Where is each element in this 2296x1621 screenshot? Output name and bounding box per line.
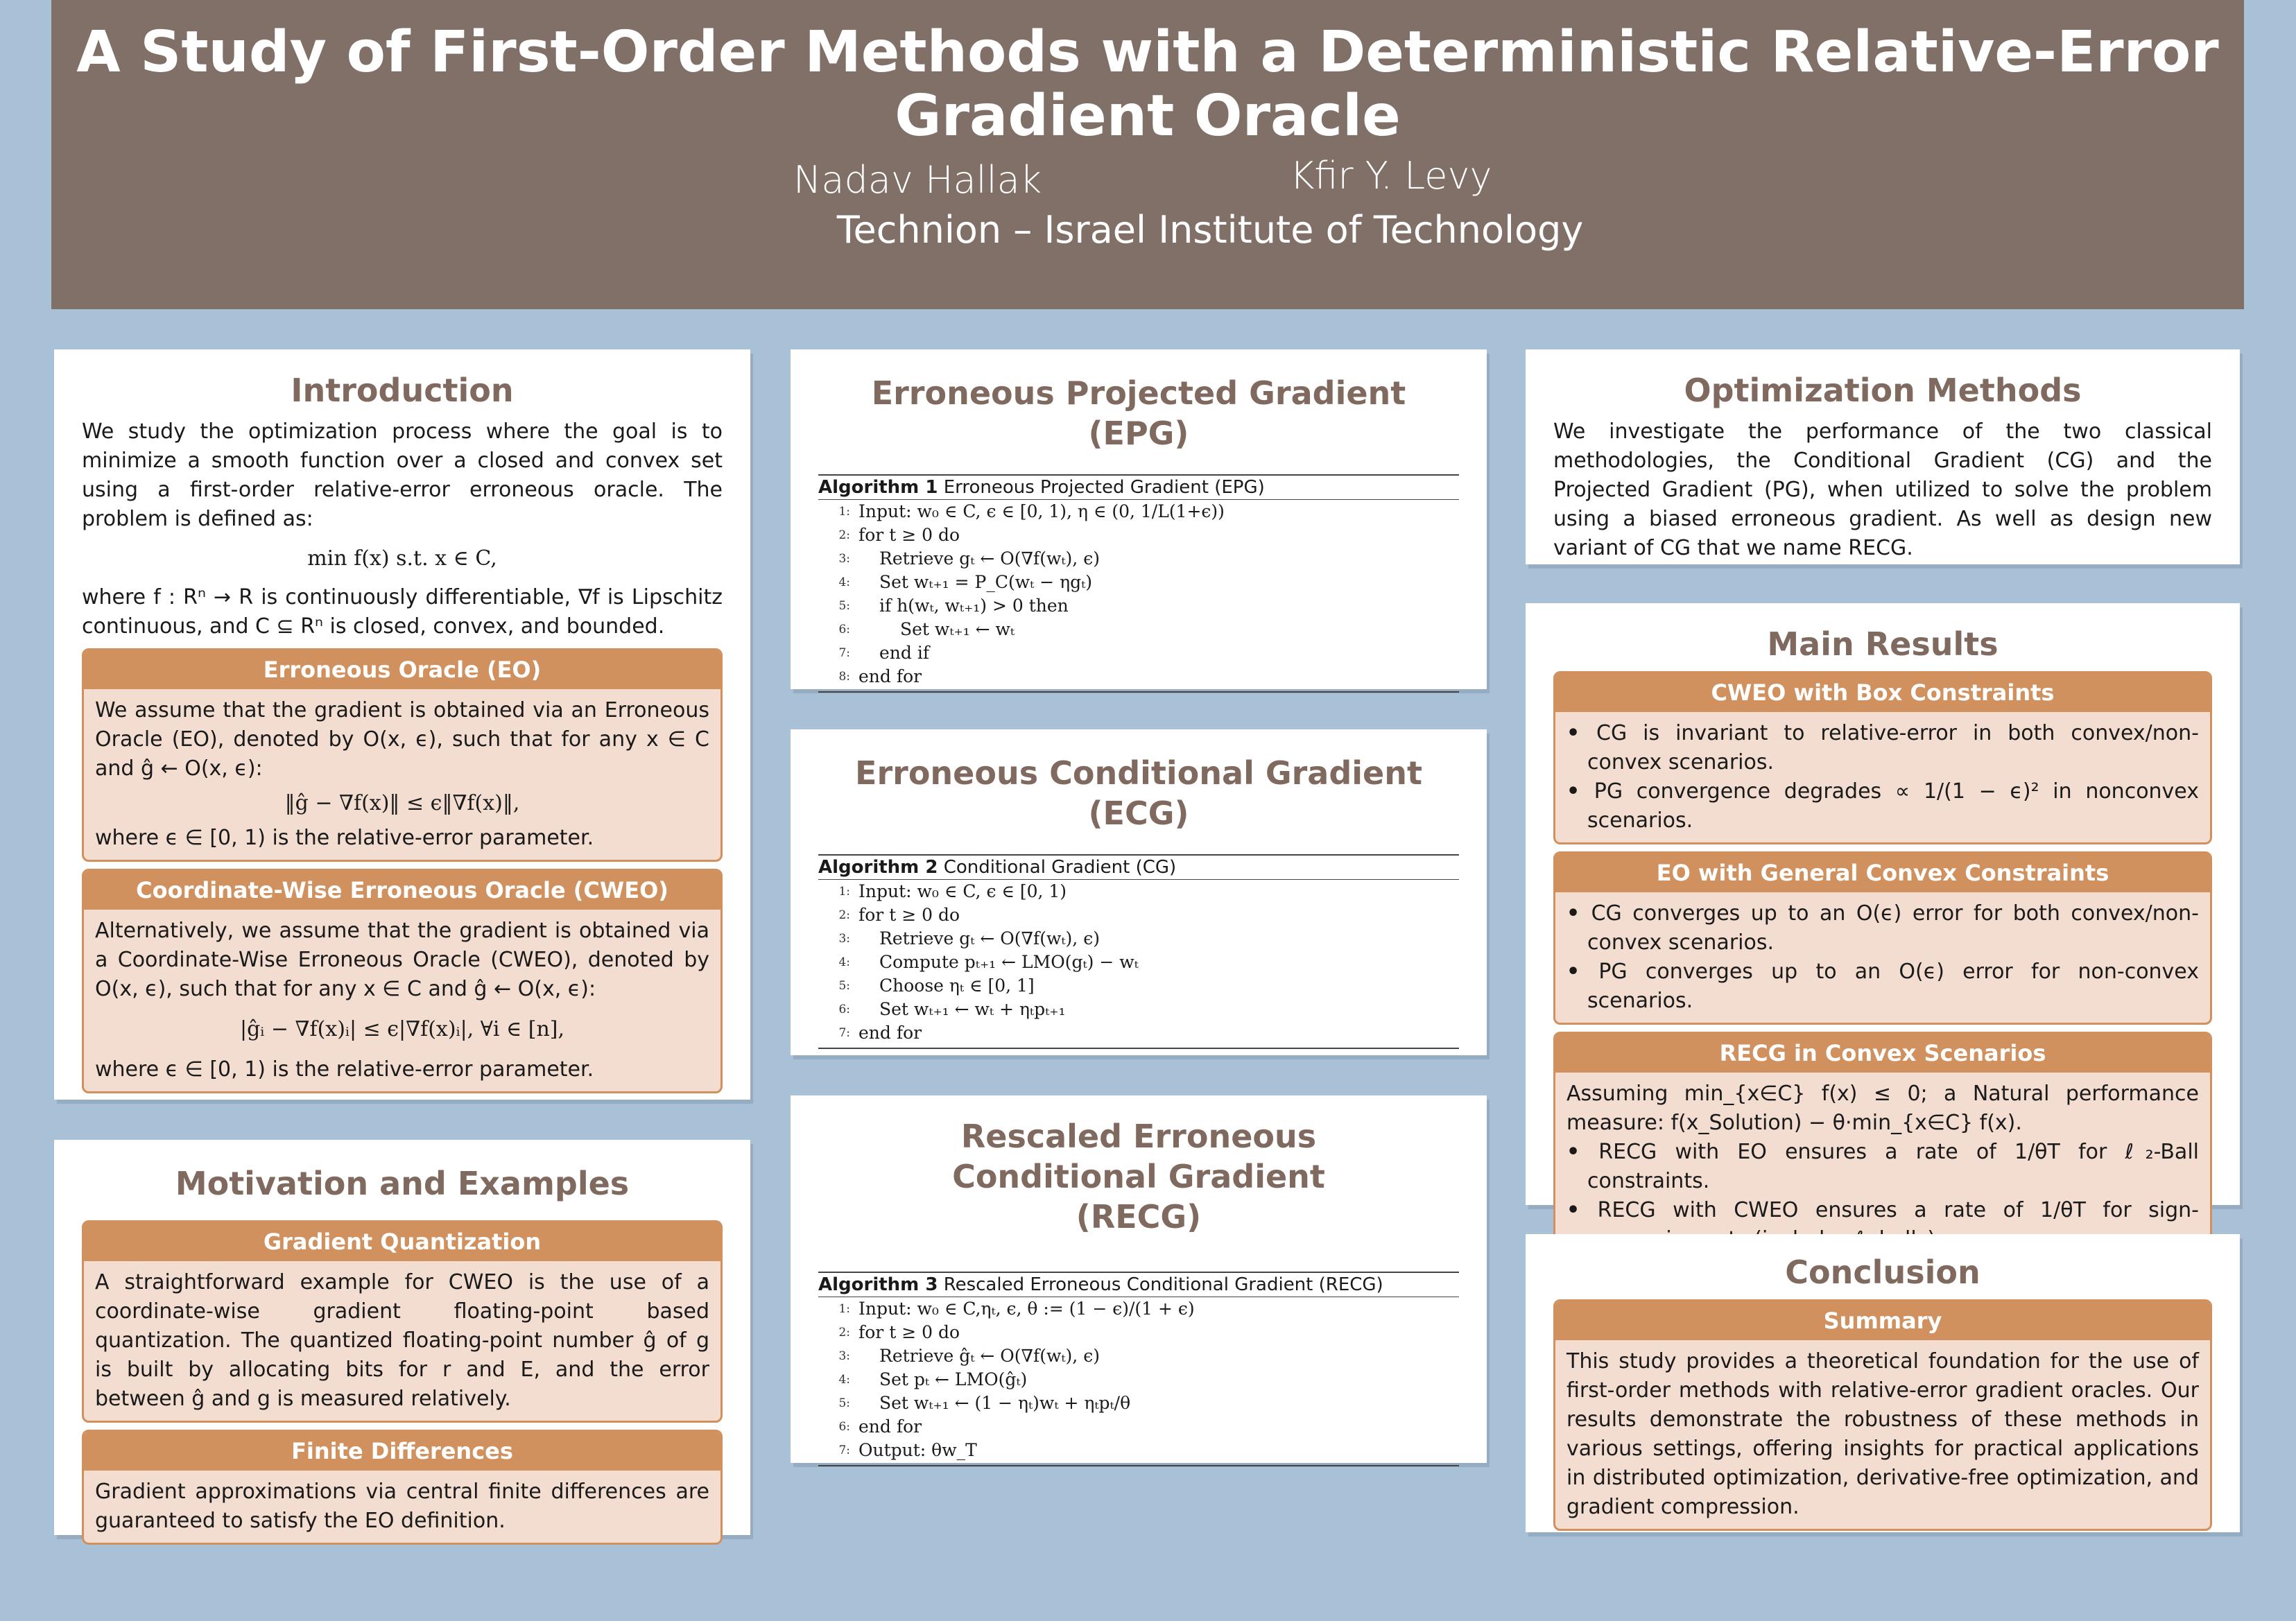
line-text: if h(wₜ, wₜ₊₁) > 0 then [879, 596, 1069, 616]
algorithm-line [818, 1439, 1459, 1462]
line-text: end for [858, 1023, 922, 1043]
line-number: 2: [838, 1326, 850, 1340]
algorithm-line [818, 1415, 1459, 1439]
algorithm-line [818, 927, 1459, 951]
line-text: Set pₜ ← LMO(ĝₜ) [879, 1369, 1028, 1389]
algorithm-line [818, 1297, 1459, 1321]
line-text: Compute pₜ₊₁ ← LMO(gₜ) − wₜ [879, 952, 1139, 972]
cweo-title: Coordinate-Wise Erroneous Oracle (CWEO) [84, 871, 720, 910]
gradient-quantization-text: A straightforward example for CWEO is the use of a coordinate-wise gradient floating-point based quantization. The quantized floating-point number ĝ of g is built by allocating bits for r and E, and the error between ĝ and g is measured relatively. [95, 1270, 709, 1411]
line-number: 3: [838, 552, 850, 566]
motivation-panel [54, 1140, 750, 1535]
finite-differences-title: Finite Differences [84, 1432, 720, 1471]
line-number: 3: [838, 1349, 850, 1363]
eo-general-list [1566, 899, 2199, 1016]
line-text: Input: w₀ ∈ C, ϵ ∈ [0, 1), η ∈ (0, 1/L(1+ϵ)) [858, 501, 1225, 521]
finite-differences-text: Gradient approximations via central finite differences are guaranteed to satisfy the EO definition. [95, 1480, 709, 1533]
cweo-block [82, 869, 723, 1093]
algorithm-line [818, 1021, 1459, 1045]
cweo-equation: |ĝᵢ − ∇f(x)ᵢ| ≤ ϵ|∇f(x)ᵢ|, ∀i ∈ [n], [239, 1017, 565, 1041]
algorithm-line [818, 641, 1459, 665]
algorithm-line [818, 547, 1459, 571]
line-text: Set wₜ₊₁ ← wₜ + ηₜpₜ₊₁ [879, 999, 1066, 1019]
algorithm-line [818, 998, 1459, 1021]
recg-convex-block [1553, 1032, 2212, 1263]
epg-panel [791, 349, 1487, 689]
algorithm-3-label: Algorithm 3 [818, 1274, 938, 1295]
line-number: 5: [838, 1396, 850, 1410]
recg-convex-text: Assuming min_{x∈C} f(x) ≤ 0; a Natural performance measure: f(x_Solution) − θ·min_{x∈C} f(x). [1566, 1082, 2199, 1135]
result-item: • PG convergence degrades ∝ 1/(1 − ϵ)² in nonconvex scenarios. [1566, 777, 2199, 835]
epg-title: Erroneous Projected Gradient (EPG) [871, 374, 1406, 452]
eo-after: where ϵ ∈ [0, 1) is the relative-error parameter. [95, 826, 594, 850]
line-text: end if [879, 643, 930, 663]
line-text: Set wₜ₊₁ = P_C(wₜ − ηgₜ) [879, 572, 1093, 592]
line-number: 6: [838, 1420, 850, 1434]
line-text: Input: w₀ ∈ C, ϵ ∈ [0, 1) [858, 881, 1067, 901]
algorithm-line [818, 880, 1459, 903]
line-number: 2: [838, 528, 850, 542]
cweo-box-block [1553, 671, 2212, 844]
line-text: Set wₜ₊₁ ← (1 − ηₜ)wₜ + ηₜpₜ/θ [879, 1393, 1131, 1413]
main-results-title: Main Results [1767, 625, 1999, 663]
line-text: end for [858, 666, 922, 686]
line-number: 4: [838, 575, 850, 589]
recg-title: Rescaled Erroneous Conditional Gradient (RECG) [952, 1118, 1325, 1236]
result-item: • CG converges up to an O(ϵ) error for both convex/non-convex scenarios. [1566, 899, 2199, 957]
gradient-quantization-block [82, 1220, 723, 1423]
line-number: 7: [838, 1026, 850, 1040]
author-2: Kfir Y. Levy [1290, 154, 1492, 198]
line-number: 1: [838, 885, 850, 899]
algorithm-line [818, 665, 1459, 688]
ecg-title: Erroneous Conditional Gradient (ECG) [855, 754, 1422, 832]
problem-equation: min f(x) s.t. x ∈ C, [307, 546, 497, 571]
eo-general-title: EO with General Convex Constraints [1555, 853, 2210, 892]
algorithm-line [818, 500, 1459, 523]
line-text: Retrieve ĝₜ ← O(∇f(wₜ), ϵ) [879, 1346, 1100, 1366]
result-item: • CG is invariant to relative-error in both convex/non-convex scenarios. [1566, 719, 2199, 777]
line-number: 5: [838, 599, 850, 613]
algorithm-1 [818, 474, 1459, 693]
ecg-panel [791, 729, 1487, 1055]
algorithm-1-lines [818, 500, 1459, 693]
algorithm-1-name: Erroneous Projected Gradient (EPG) [943, 477, 1265, 498]
introduction-panel [54, 349, 750, 1100]
result-item: • RECG with EO ensures a rate of 1/θT for ℓ₂-Ball constraints. [1566, 1138, 2199, 1196]
conclusion-panel [1526, 1234, 2240, 1532]
algorithm-line [818, 903, 1459, 927]
introduction-title: Introduction [291, 372, 514, 409]
optimization-methods-text: We investigate the performance of the two classical methodologies, the Conditional Gradient (CG) and the Projected Gradient (PG), when utilized to solve the problem using a biased erroneous gradient. As well as design new variant of CG that we name RECG. [1553, 419, 2212, 560]
algorithm-3-lines [818, 1297, 1459, 1466]
intro-paragraph-1: We study the optimization process where the goal is to minimize a smooth function over a closed and convex set using a first-order relative-error erroneous oracle. The problem is defined as: [82, 419, 723, 531]
line-number: 8: [838, 670, 850, 684]
line-number: 3: [838, 932, 850, 946]
algorithm-2 [818, 854, 1459, 1049]
recg-panel [791, 1095, 1487, 1463]
line-number: 5: [838, 979, 850, 993]
eo-block [82, 648, 723, 862]
poster-title: A Study of First-Order Methods with a Deterministic Relative-Error Gradient Oracle [76, 19, 2219, 149]
line-number: 1: [838, 1302, 850, 1316]
line-text: for t ≥ 0 do [858, 1322, 960, 1342]
intro-paragraph-2: where f : Rⁿ → R is continuously differentiable, ∇f is Lipschitz continuous, and C ⊆ Rⁿ is closed, convex, and bounded. [82, 585, 723, 639]
algorithm-line [818, 1344, 1459, 1368]
line-text: Input: w₀ ∈ C,ηₜ, ϵ, θ := (1 − ϵ)/(1 + ϵ) [858, 1299, 1195, 1319]
algorithm-line [818, 594, 1459, 618]
cweo-after: where ϵ ∈ [0, 1) is the relative-error parameter. [95, 1057, 594, 1082]
cweo-box-title: CWEO with Box Constraints [1555, 673, 2210, 712]
algorithm-line [818, 523, 1459, 547]
summary-text: This study provides a theoretical foundation for the use of first-order methods with relative-error gradient oracles. Our results demonstrate the robustness of these methods in various settings, offering insights for practical applications in distributed optimization, derivative-free optimization, and gradient compression. [1566, 1349, 2199, 1519]
affiliation: Technion – Israel Institute of Technology [836, 208, 1584, 252]
summary-block [1553, 1299, 2212, 1531]
algorithm-3 [818, 1272, 1459, 1466]
line-text: Retrieve gₜ ← O(∇f(wₜ), ϵ) [879, 928, 1100, 948]
algorithm-line [818, 1392, 1459, 1415]
optimization-methods-panel [1526, 349, 2240, 564]
line-number: 6: [838, 623, 850, 636]
eo-general-block [1553, 851, 2212, 1025]
algorithm-line [818, 571, 1459, 594]
eo-equation: ‖ĝ − ∇f(x)‖ ≤ ϵ‖∇f(x)‖, [284, 791, 520, 815]
eo-title: Erroneous Oracle (EO) [84, 650, 720, 689]
line-number: 4: [838, 955, 850, 969]
line-text: for t ≥ 0 do [858, 525, 960, 545]
line-text: Set wₜ₊₁ ← wₜ [900, 619, 1015, 639]
algorithm-2-label: Algorithm 2 [818, 857, 938, 878]
algorithm-3-name: Rescaled Erroneous Conditional Gradient (RECG) [943, 1274, 1383, 1295]
summary-title: Summary [1555, 1301, 2210, 1340]
recg-convex-title: RECG in Convex Scenarios [1555, 1034, 2210, 1073]
algorithm-line [818, 951, 1459, 974]
result-item: • RECG with CWEO ensures a rate of 1/θT for sign- [1566, 1196, 2199, 1254]
optimization-methods-title: Optimization Methods [1684, 372, 2082, 409]
finite-differences-block [82, 1430, 723, 1545]
eo-text: We assume that the gradient is obtained via an Erroneous Oracle (EO), denoted by O(x, ϵ), such that for any x ∈ C and ĝ ← O(x, ϵ): [95, 698, 709, 781]
algorithm-line [818, 618, 1459, 641]
motivation-title: Motivation and Examples [175, 1165, 630, 1202]
main-results-panel [1526, 603, 2240, 1222]
line-text: Retrieve gₜ ← O(∇f(wₜ), ϵ) [879, 548, 1100, 569]
line-text: Output: θw_T [858, 1440, 977, 1460]
line-number: 1: [838, 505, 850, 519]
gradient-quantization-title: Gradient Quantization [84, 1222, 720, 1261]
algorithm-2-lines [818, 880, 1459, 1049]
algorithm-line [818, 1321, 1459, 1344]
poster-header [51, 0, 2244, 309]
line-number: 6: [838, 1003, 850, 1016]
cweo-text: Alternatively, we assume that the gradient is obtained via a Coordinate-Wise Erroneous Oracle (CWEO), denoted by O(x, ϵ), such that for any x ∈ C and ĝ ← O(x, ϵ): [95, 919, 709, 1001]
line-number: 2: [838, 908, 850, 922]
line-text: end for [858, 1416, 922, 1437]
algorithm-line [818, 974, 1459, 998]
line-text: for t ≥ 0 do [858, 905, 960, 925]
line-number: 4: [838, 1373, 850, 1387]
line-number: 7: [838, 646, 850, 660]
line-text: Choose ηₜ ∈ [0, 1] [879, 976, 1035, 996]
result-item: • PG converges up to an O(ϵ) error for non-convex scenarios. [1566, 957, 2199, 1016]
conclusion-title: Conclusion [1785, 1254, 1980, 1291]
algorithm-2-name: Conditional Gradient (CG) [943, 857, 1177, 878]
algorithm-1-label: Algorithm 1 [818, 477, 938, 498]
cweo-box-list [1566, 719, 2199, 835]
line-number: 7: [838, 1444, 850, 1457]
algorithm-line [818, 1368, 1459, 1392]
author-1: Nadav Hallak [793, 158, 1042, 202]
